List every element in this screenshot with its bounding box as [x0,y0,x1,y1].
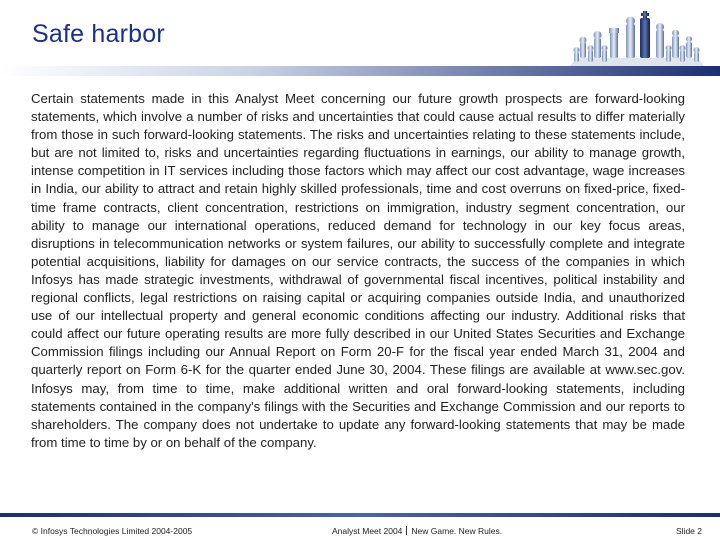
slide-number: Slide 2 [676,526,702,536]
slide-title: Safe harbor [32,20,165,48]
chess-pieces-icon [566,8,708,70]
footer-event-name: Analyst Meet 2004 [332,526,403,536]
footer-copyright: © Infosys Technologies Limited 2004-2005 [32,526,193,536]
title-divider [0,66,720,76]
footer-tagline: New Game. New Rules. [411,526,503,536]
footer-divider [0,513,720,517]
footer-event [332,526,502,536]
footer-separator [406,526,407,535]
safe-harbor-statement: Certain statements made in this Analyst Meet concerning our future growth prospects are forward-looking statements, which involve a number of risks and uncertainties that could cause actual results to differ materially from those in such forward-looking statements. The risks and uncertainties relating to these statements include, but are not limited to, risks and uncertainties regarding fluctuations in earnings, our ability to manage growth, intense competition in IT services including those factors which may affect our cost advantage, wage increases in India, our ability to attract and retain highly skilled professionals, time and cost overruns on fixed-price, fixed-time frame contracts, client concentration, restrictions on immigration, industry segment concentration, our ability to manage our international operations, reduced demand for technology in our key focus areas, disruptions in telecommunication networks or system failures, our ability to successfully complete and integrate potential acquisitions, liability for damages on our service contracts, the success of the companies in which Infosys has made strategic investments, withdrawal of governmental fiscal incentives, political instability and regional conflicts, legal restrictions on raising capital or acquiring companies outside India, and unauthorized use of our intellectual property and general economic conditions affecting our industry. Additional risks that could affect our future operating results are more fully described in our United States Securities and Exchange Commission filings including our Annual Report on Form 20-F for the fiscal year ended March 31, 2004 and quarterly report on Form 6-K for the quarter ended June 30, 2004. These filings are available at www.sec.gov. Infosys may, from time to time, make additional written and oral forward-looking statements, including statements contained in the company's filings with the Securities and Exchange Commission and our reports to shareholders. The company does not undertake to update any forward-looking statements that may be made from time to time by or on behalf of the company. [31,91,685,450]
